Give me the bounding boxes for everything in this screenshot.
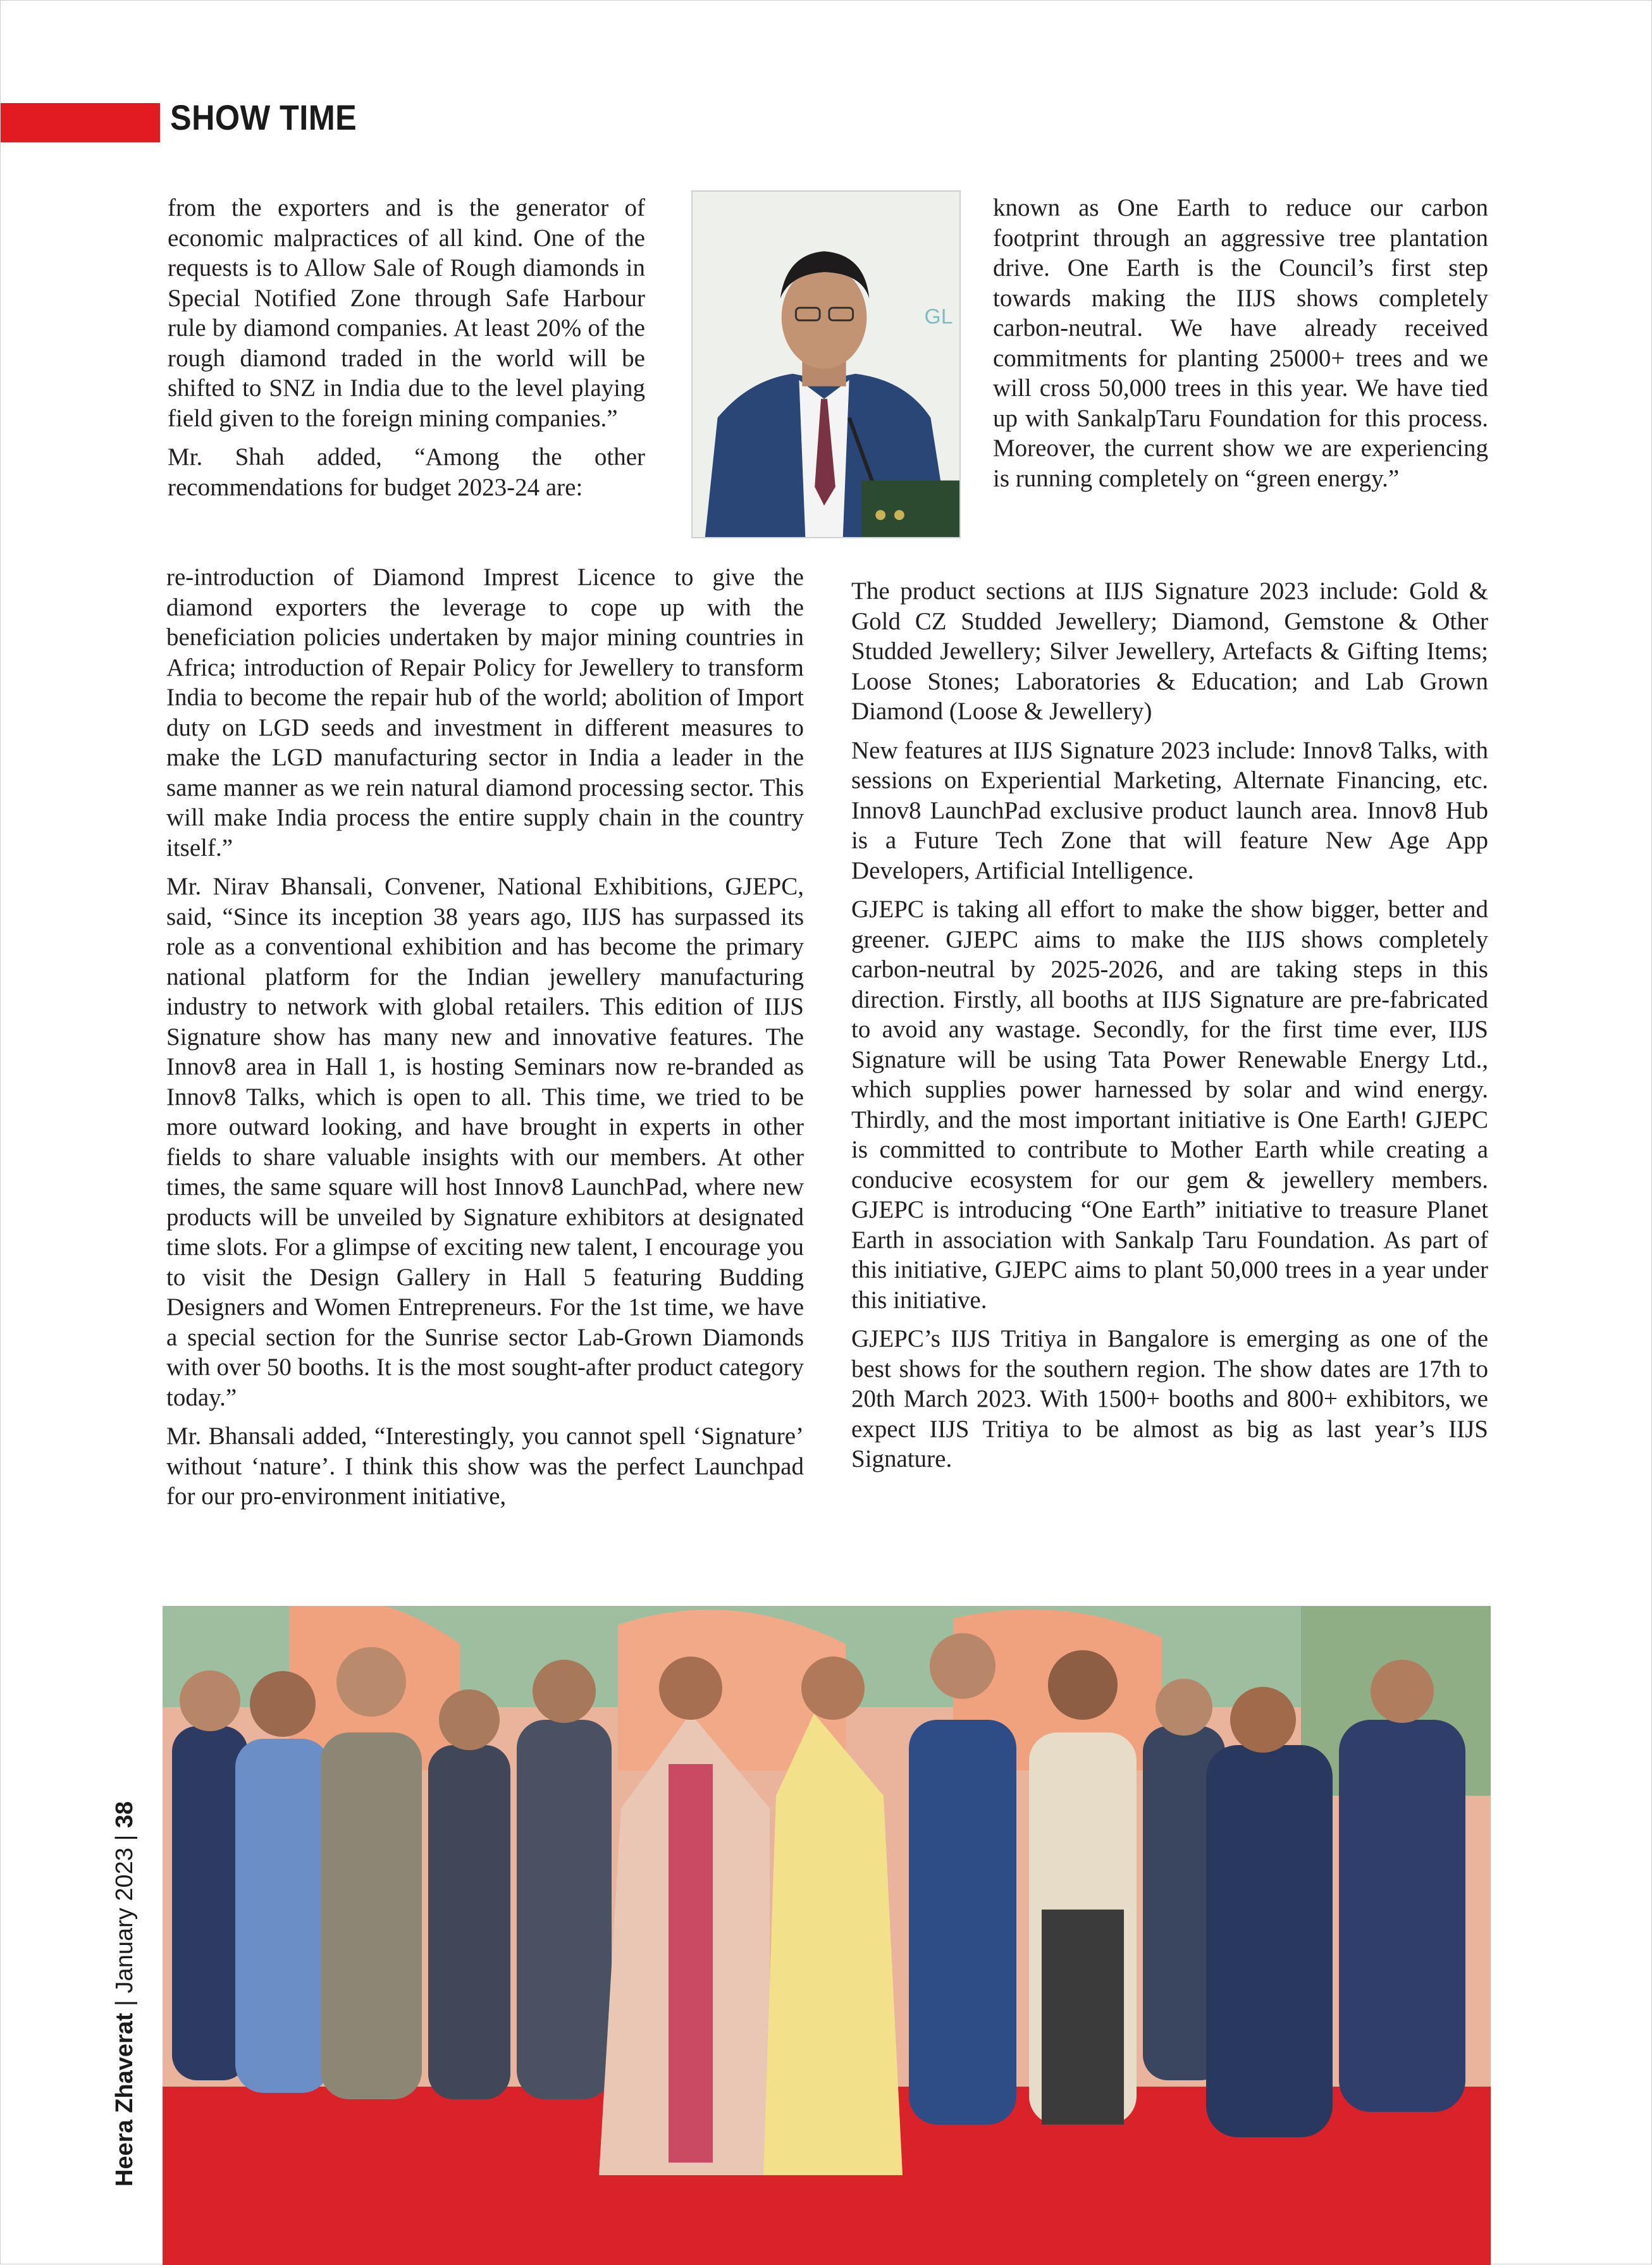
paragraph: GJEPC is taking all effort to make the show bigger, better and greener. GJEPC aims to make the IIJS shows completely carbon-neutral by 2025-2026, and are taking steps in this direction. Firstly, all booths at IIJS Signature are pre-fabricated to avoid any wastage. Secondly, for the first time ever, IIJS Signature will be using Tata Power Renewable Energy Ltd., which supplies power harnessed by solar and wind energy. Thirdly, and the most important initiative is One Earth! GJEPC is committed to contribute to Mother Earth while creating a conducive ecosystem for our gem & jewellery members. GJEPC is introducing “One Earth” initiative to treasure Planet Earth in association with Sankalp Taru Foundation. As part of this initiative, GJEPC aims to plant 50,000 trees in a year under this initiative. <box>851 896 1488 1314</box>
paragraph: Mr. Bhansali added, “Interestingly, you cannot spell ‘Signature’ without ‘nature’. I think this show was the perfect Launchpad for our pro-environment initiative, <box>166 1423 804 1510</box>
paragraph: Mr. Nirav Bhansali, Convener, National Exhibitions, GJEPC, said, “Since its inception 38 years ago, IIJS has surpassed its role as a conventional exhibition and has become the primary national platform for the Indian jewellery manufacturing industry to network with global retailers. This edition of IIJS Signature show has many new and innovative features. The Innov8 area in Hall 1, is hosting Seminars now re-branded as Innov8 Talks, which is open to all. This time, we tried to be more outward looking, and have brought in experts in other fields to share valuable insights with our members. At other times, the same square will host Innov8 LaunchPad, where new products will be unveiled by Signature exhibitors at designated time slots. For a glimpse of exciting new talent, I encourage you to visit the Design Gallery in Hall 5 featuring Budding Designers and Women Entrepreneurs. For the 1st time, we have a special section for the Sunrise sector Lab-Grown Diamonds with over 50 booths. It is the most sought-after product category today.” <box>166 873 804 1411</box>
svg-text:GL: GL <box>924 304 953 329</box>
paragraph: The product sections at IIJS Signature 2023 include: Gold & Gold CZ Studded Jewellery; Diamond, Gemstone & Other Studded Jewellery; Silver Jewellery, Artefacts & Gifting Items; Loose Stones; Laboratories & Education; and Lab Grown Diamond (Loose & Jewellery) <box>851 577 1488 725</box>
page-footer <box>111 1617 139 2187</box>
footer-separator: | <box>111 1999 138 2006</box>
paragraph: New features at IIJS Signature 2023 include: Innov8 Talks, with sessions on Experiential Marketing, Alternate Financing, etc. Innov8 LaunchPad exclusive product launch area. Innov8 Hub is a Future Tech Zone that will feature New Age App Developers, Artificial Intelligence. <box>851 736 1488 884</box>
group-photo <box>163 1606 1491 2265</box>
article-column-top-left <box>168 193 645 511</box>
section-accent-bar <box>1 103 160 142</box>
page-number: 38 <box>111 1801 138 1829</box>
paragraph: Mr. Shah added, “Among the other recommendations for budget 2023-24 are: <box>168 443 645 501</box>
issue-date: January 2023 <box>111 1848 138 1994</box>
speaker-portrait-photo <box>691 190 961 538</box>
magazine-name: Heera Zhaverat <box>111 2013 138 2187</box>
section-label: SHOW TIME <box>170 97 357 137</box>
article-column-right <box>851 576 1488 1483</box>
article-column-top-right <box>993 193 1488 502</box>
footer-separator: | <box>111 1834 138 1841</box>
paragraph: re-introduction of Diamond Imprest Licence to give the diamond exporters the leverage to cope up with the beneficiation policies undertaken by major mining countries in Africa; introduction of Repair Policy for Jewellery to transform India to become the repair hub of the world; abolition of Import duty on LGD seeds and investment in different measures to make the LGD manufacturing sector in India a leader in the same manner as we rein natural diamond processing sector. This will make India process the entire supply chain in the country itself.” <box>166 564 804 861</box>
paragraph: GJEPC’s IIJS Tritiya in Bangalore is emerging as one of the best shows for the southern region. The show dates are 17th to 20th March 2023. With 1500+ booths and 800+ exhibitors, we expect IIJS Tritiya to be almost as big as last year’s IIJS Signature. <box>851 1325 1488 1472</box>
paragraph: known as One Earth to reduce our carbon footprint through an aggressive tree plantation drive. One Earth is the Council’s first step towards making the IIJS shows completely carbon-neutral. We have already received commitments for planting 25000+ trees and we will cross 50,000 trees in this year. We have tied up with SankalpTaru Foundation for this process. Moreover, the current show we are experiencing is running completely on “green energy.” <box>993 194 1488 492</box>
paragraph: from the exporters and is the generator of economic malpractices of all kind. One of the requests is to Allow Sale of Rough diamonds in Special Notified Zone through Safe Harbour rule by diamond companies. At least 20% of the rough diamond traded in the world will be shifted to SNZ in India due to the level playing field given to the foreign mining companies.” <box>168 194 645 432</box>
article-column-left <box>166 562 804 1521</box>
